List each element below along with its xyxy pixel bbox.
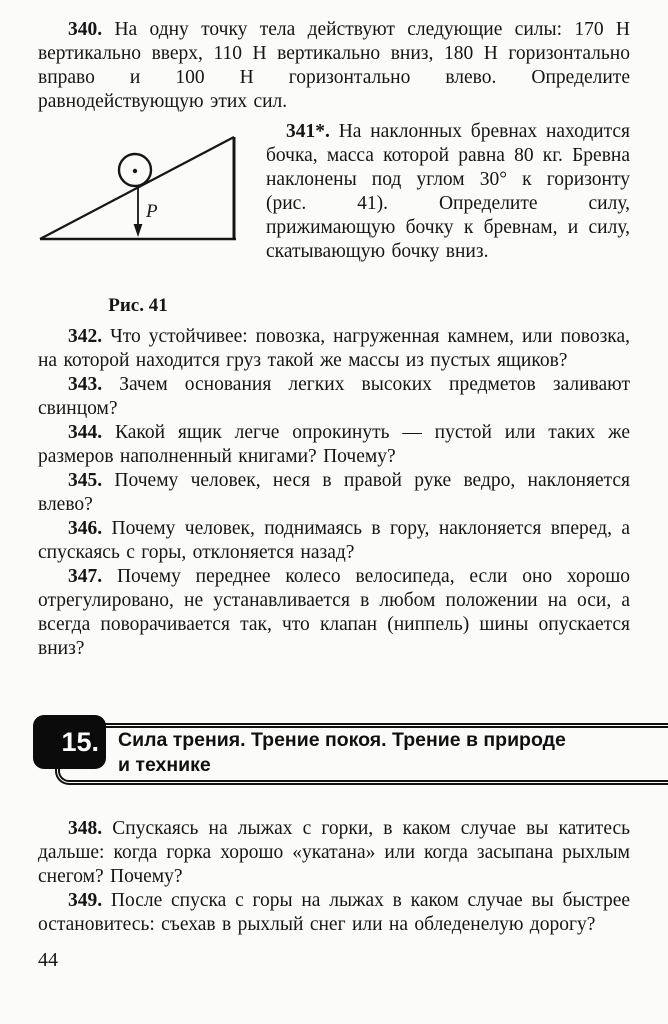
problem-342 [38, 325, 630, 373]
problem-348 [38, 817, 630, 889]
incline-figure-svg [38, 130, 238, 278]
problem-number: 343. [68, 374, 103, 395]
barrel-center-dot [133, 169, 137, 173]
section-title-line2: и технике [118, 754, 211, 776]
problem-number: 340. [68, 19, 103, 40]
section-number-badge: 15. [33, 715, 106, 769]
problem-344 [38, 421, 630, 469]
problem-text: Зачем основания легких высоких предметов заливают свинцом? [38, 374, 630, 419]
problem-340 [38, 18, 630, 114]
problem-number: 344. [68, 422, 103, 443]
problem-text: На наклонных бревнах находится бочка, масса которой равна 80 кг. Бревна наклонены под углом 30° к горизонту (рис. 41). Определите силу, прижимающую бочку к бревнам, и силу, скатывающую бочку вниз. [266, 121, 630, 262]
problem-number: 349. [68, 890, 103, 911]
figure-41 [38, 120, 248, 317]
problem-number: 341*. [286, 121, 330, 142]
problem-number: 345. [68, 470, 103, 491]
problem-349 [38, 889, 630, 937]
section-title [118, 728, 566, 778]
problem-number: 348. [68, 818, 103, 839]
incline-hypotenuse [40, 137, 234, 239]
page-number: 44 [38, 949, 58, 971]
problem-341 [266, 120, 630, 264]
problem-text: Почему человек, неся в правой руке ведро, наклоняется влево? [38, 470, 631, 515]
problem-text: Спускаясь на лыжах с горки, в каком случае вы катитесь дальше: когда горка хорошо «укатана» или когда засыпана рыхлым снегом? Почему? [38, 818, 631, 887]
problem-text: На одну точку тела действуют следующие силы: 170 Н вертикально вверх, 110 Н вертикально вниз, 180 Н горизонтально вправо и 100 Н горизонтально влево. Определите равнодействующую этих сил. [38, 19, 630, 112]
problem-text: Почему человек, поднимаясь в гору, наклоняется вперед, а спускаясь с горы, отклоняется назад? [38, 518, 630, 563]
weight-arrow-head [134, 224, 143, 237]
problem-number: 342. [68, 326, 103, 347]
problem-347 [38, 565, 630, 661]
problem-number: 347. [68, 566, 103, 587]
problem-345 [38, 469, 630, 517]
figure-caption: Рис. 41 [108, 295, 168, 316]
section-header [0, 713, 668, 795]
problem-text: Какой ящик легче опрокинуть — пустой или таких же размеров наполненный книгами? Почему? [38, 422, 630, 467]
problem-text: Почему переднее колесо велосипеда, если оно хорошо отрегулировано, не устанавливается в любом положении на оси, а всегда поворачивается так, что клапан (ниппель) шины опускается вниз? [38, 566, 630, 659]
problem-text: Что устойчивее: повозка, нагруженная камнем, или повозка, на которой находится груз такой же массы из пустых ящиков? [38, 326, 630, 371]
problem-346 [38, 517, 630, 565]
problem-text: После спуска с горы на лыжах в каком случае вы быстрее остановитесь: съехав в рыхлый снег или на обледенелую дорогу? [38, 890, 631, 935]
problem-341-column [248, 120, 630, 317]
problem-number: 346. [68, 518, 103, 539]
weight-label: P [146, 201, 158, 222]
figure-and-problem-341-row [38, 120, 630, 317]
section-title-line1: Сила трения. Трение покоя. Трение в природе [118, 729, 566, 751]
problem-343 [38, 373, 630, 421]
